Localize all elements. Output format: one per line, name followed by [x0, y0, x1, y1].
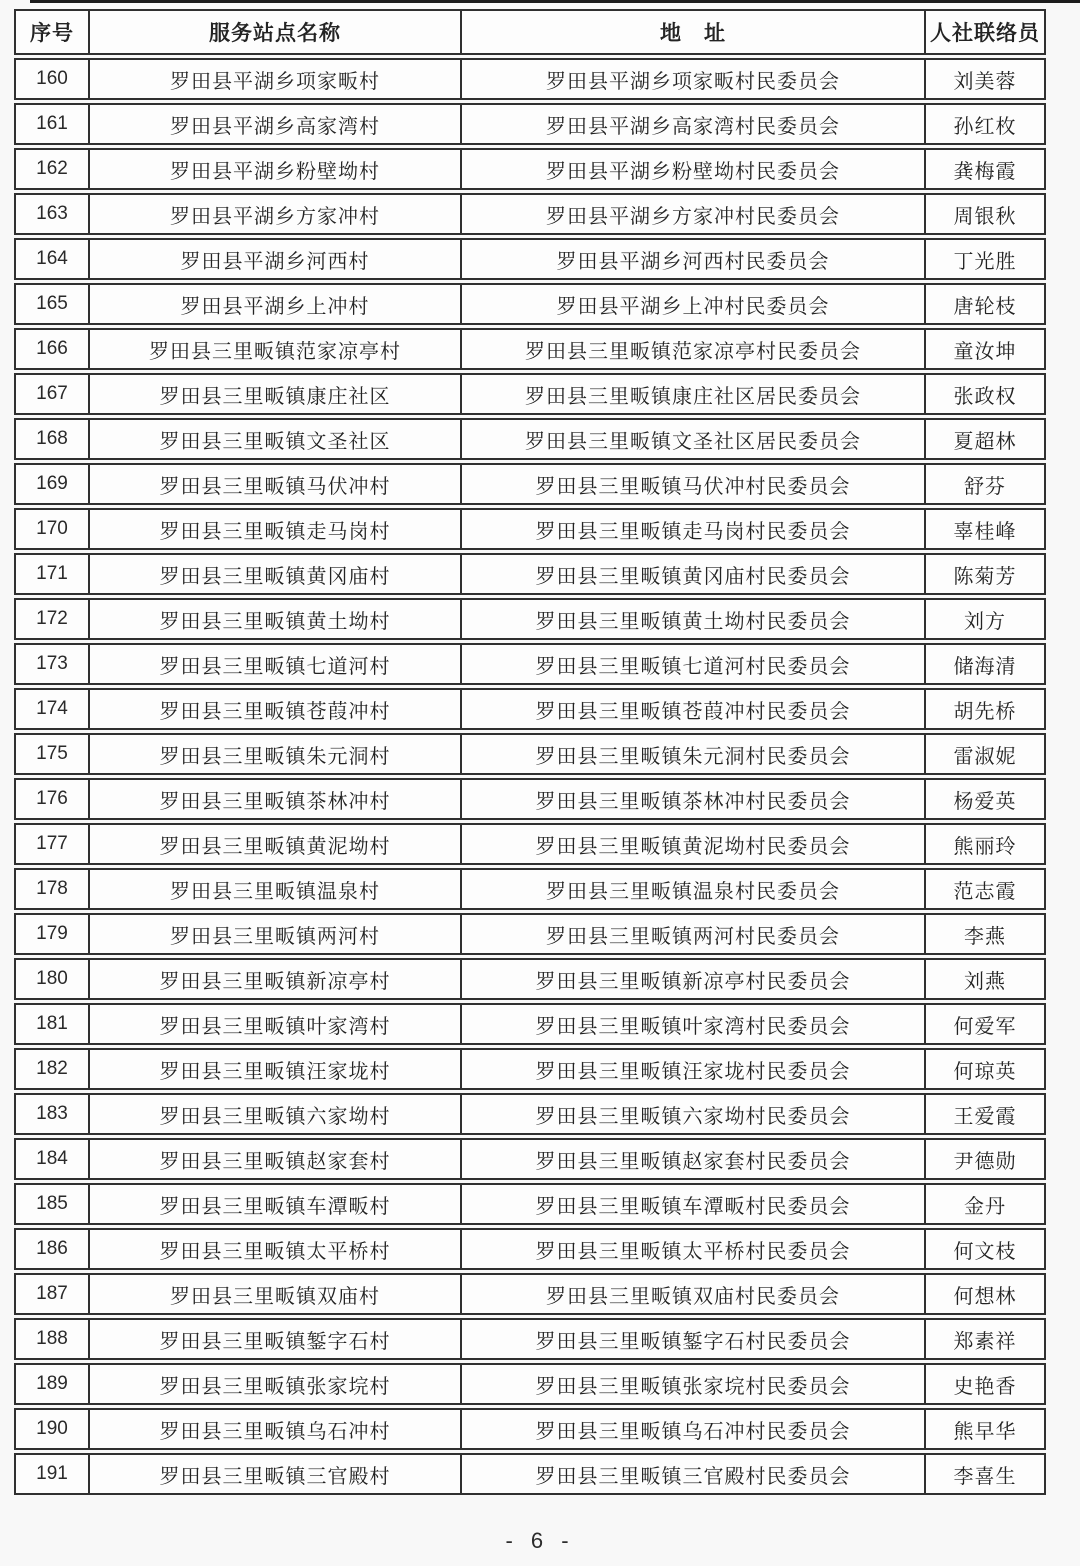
table-row — [14, 868, 1046, 910]
table-row — [14, 958, 1046, 1000]
cell-site-name: 罗田县三里畈镇新凉亭村 — [90, 958, 462, 1000]
cell-address: 罗田县三里畈镇车潭畈村民委员会 — [462, 1183, 926, 1225]
cell-liaison: 范志霞 — [926, 868, 1046, 910]
table-row — [14, 1048, 1046, 1090]
cell-serial-number: 165 — [14, 283, 90, 325]
table-row — [14, 103, 1046, 145]
cell-address: 罗田县三里畈镇苍葭冲村民委员会 — [462, 688, 926, 730]
cell-address: 罗田县三里畈镇文圣社区居民委员会 — [462, 418, 926, 460]
table-row — [14, 1228, 1046, 1270]
cell-liaison: 何文枝 — [926, 1228, 1046, 1270]
table-row — [14, 58, 1046, 100]
cell-liaison: 孙红枚 — [926, 103, 1046, 145]
header-serial-number: 序号 — [14, 9, 90, 55]
cell-serial-number: 187 — [14, 1273, 90, 1315]
table-row — [14, 193, 1046, 235]
table-row — [14, 1453, 1046, 1495]
table-row — [14, 373, 1046, 415]
cell-serial-number: 190 — [14, 1408, 90, 1450]
cell-serial-number: 161 — [14, 103, 90, 145]
cell-serial-number: 177 — [14, 823, 90, 865]
cell-serial-number: 164 — [14, 238, 90, 280]
cell-address: 罗田县平湖乡河西村民委员会 — [462, 238, 926, 280]
cell-site-name: 罗田县三里畈镇黄土坳村 — [90, 598, 462, 640]
cell-address: 罗田县三里畈镇叶家湾村民委员会 — [462, 1003, 926, 1045]
cell-liaison: 龚梅霞 — [926, 148, 1046, 190]
header-site-name: 服务站点名称 — [90, 9, 462, 55]
cell-address: 罗田县三里畈镇七道河村民委员会 — [462, 643, 926, 685]
cell-liaison: 辜桂峰 — [926, 508, 1046, 550]
cell-address: 罗田县三里畈镇乌石冲村民委员会 — [462, 1408, 926, 1450]
cell-serial-number: 162 — [14, 148, 90, 190]
cell-address: 罗田县平湖乡高家湾村民委员会 — [462, 103, 926, 145]
cell-site-name: 罗田县平湖乡河西村 — [90, 238, 462, 280]
cell-address: 罗田县三里畈镇朱元洞村民委员会 — [462, 733, 926, 775]
cell-site-name: 罗田县三里畈镇太平桥村 — [90, 1228, 462, 1270]
table-row — [14, 1183, 1046, 1225]
page-number: - 6 - — [505, 1528, 575, 1553]
table-row — [14, 1093, 1046, 1135]
cell-serial-number: 180 — [14, 958, 90, 1000]
cell-liaison: 唐轮枝 — [926, 283, 1046, 325]
cell-address: 罗田县三里畈镇范家凉亭村民委员会 — [462, 328, 926, 370]
cell-site-name: 罗田县平湖乡上冲村 — [90, 283, 462, 325]
cell-site-name: 罗田县三里畈镇七道河村 — [90, 643, 462, 685]
table-row — [14, 328, 1046, 370]
cell-liaison: 何琼英 — [926, 1048, 1046, 1090]
table-row — [14, 778, 1046, 820]
cell-address: 罗田县三里畈镇黄冈庙村民委员会 — [462, 553, 926, 595]
cell-site-name: 罗田县三里畈镇六家坳村 — [90, 1093, 462, 1135]
cell-site-name: 罗田县三里畈镇苍葭冲村 — [90, 688, 462, 730]
cell-liaison: 舒芬 — [926, 463, 1046, 505]
cell-site-name: 罗田县三里畈镇汪家垅村 — [90, 1048, 462, 1090]
cell-address: 罗田县三里畈镇走马岗村民委员会 — [462, 508, 926, 550]
cell-serial-number: 169 — [14, 463, 90, 505]
table-row — [14, 418, 1046, 460]
header-liaison: 人社联络员 — [926, 9, 1046, 55]
cell-serial-number: 160 — [14, 58, 90, 100]
table-row — [14, 553, 1046, 595]
cell-serial-number: 163 — [14, 193, 90, 235]
cell-serial-number: 168 — [14, 418, 90, 460]
table-row — [14, 913, 1046, 955]
cell-liaison: 何想林 — [926, 1273, 1046, 1315]
cell-site-name: 罗田县三里畈镇乌石冲村 — [90, 1408, 462, 1450]
cell-address: 罗田县三里畈镇黄土坳村民委员会 — [462, 598, 926, 640]
cell-liaison: 张政权 — [926, 373, 1046, 415]
cell-liaison: 胡先桥 — [926, 688, 1046, 730]
service-stations-table — [14, 6, 1046, 1498]
cell-serial-number: 191 — [14, 1453, 90, 1495]
cell-liaison: 储海清 — [926, 643, 1046, 685]
table-row — [14, 643, 1046, 685]
cell-serial-number: 182 — [14, 1048, 90, 1090]
cell-address: 罗田县三里畈镇汪家垅村民委员会 — [462, 1048, 926, 1090]
cell-serial-number: 188 — [14, 1318, 90, 1360]
cell-serial-number: 171 — [14, 553, 90, 595]
cell-serial-number: 186 — [14, 1228, 90, 1270]
cell-address: 罗田县三里畈镇赵家套村民委员会 — [462, 1138, 926, 1180]
table-header-row — [14, 9, 1046, 55]
cell-site-name: 罗田县平湖乡项家畈村 — [90, 58, 462, 100]
cell-serial-number: 170 — [14, 508, 90, 550]
cell-site-name: 罗田县三里畈镇叶家湾村 — [90, 1003, 462, 1045]
cell-serial-number: 185 — [14, 1183, 90, 1225]
cell-liaison: 周银秋 — [926, 193, 1046, 235]
table-row — [14, 688, 1046, 730]
cell-address: 罗田县三里畈镇康庄社区居民委员会 — [462, 373, 926, 415]
table-row — [14, 1318, 1046, 1360]
cell-liaison: 李喜生 — [926, 1453, 1046, 1495]
cell-serial-number: 167 — [14, 373, 90, 415]
cell-serial-number: 179 — [14, 913, 90, 955]
cell-serial-number: 181 — [14, 1003, 90, 1045]
cell-site-name: 罗田县三里畈镇温泉村 — [90, 868, 462, 910]
cell-serial-number: 173 — [14, 643, 90, 685]
table-row — [14, 283, 1046, 325]
cell-serial-number: 166 — [14, 328, 90, 370]
table-row — [14, 238, 1046, 280]
table-row — [14, 1138, 1046, 1180]
cell-liaison: 杨爱英 — [926, 778, 1046, 820]
cell-site-name: 罗田县三里畈镇范家凉亭村 — [90, 328, 462, 370]
cell-address: 罗田县三里畈镇六家坳村民委员会 — [462, 1093, 926, 1135]
cell-liaison: 金丹 — [926, 1183, 1046, 1225]
table-row — [14, 598, 1046, 640]
cell-address: 罗田县三里畈镇双庙村民委员会 — [462, 1273, 926, 1315]
cell-liaison: 郑素祥 — [926, 1318, 1046, 1360]
cell-address: 罗田县三里畈镇黄泥坳村民委员会 — [462, 823, 926, 865]
top-crop-line — [30, 0, 1080, 3]
cell-serial-number: 184 — [14, 1138, 90, 1180]
cell-site-name: 罗田县三里畈镇朱元洞村 — [90, 733, 462, 775]
cell-site-name: 罗田县三里畈镇康庄社区 — [90, 373, 462, 415]
cell-site-name: 罗田县三里畈镇张家垸村 — [90, 1363, 462, 1405]
table-row — [14, 823, 1046, 865]
cell-address: 罗田县三里畈镇两河村民委员会 — [462, 913, 926, 955]
cell-liaison: 刘燕 — [926, 958, 1046, 1000]
table-row — [14, 1363, 1046, 1405]
cell-liaison: 陈菊芳 — [926, 553, 1046, 595]
cell-address: 罗田县三里畈镇马伏冲村民委员会 — [462, 463, 926, 505]
cell-serial-number: 178 — [14, 868, 90, 910]
cell-liaison: 刘美蓉 — [926, 58, 1046, 100]
cell-address: 罗田县三里畈镇茶林冲村民委员会 — [462, 778, 926, 820]
cell-site-name: 罗田县三里畈镇黄冈庙村 — [90, 553, 462, 595]
table-row — [14, 1003, 1046, 1045]
cell-address: 罗田县三里畈镇三官殿村民委员会 — [462, 1453, 926, 1495]
table-row — [14, 508, 1046, 550]
cell-serial-number: 172 — [14, 598, 90, 640]
cell-liaison: 李燕 — [926, 913, 1046, 955]
cell-site-name: 罗田县三里畈镇文圣社区 — [90, 418, 462, 460]
cell-liaison: 何爱军 — [926, 1003, 1046, 1045]
cell-address: 罗田县三里畈镇新凉亭村民委员会 — [462, 958, 926, 1000]
cell-address: 罗田县三里畈镇张家垸村民委员会 — [462, 1363, 926, 1405]
cell-address: 罗田县平湖乡项家畈村民委员会 — [462, 58, 926, 100]
cell-address: 罗田县平湖乡粉壁坳村民委员会 — [462, 148, 926, 190]
cell-address: 罗田县三里畈镇温泉村民委员会 — [462, 868, 926, 910]
cell-serial-number: 189 — [14, 1363, 90, 1405]
cell-site-name: 罗田县三里畈镇走马岗村 — [90, 508, 462, 550]
cell-site-name: 罗田县三里畈镇錾字石村 — [90, 1318, 462, 1360]
cell-site-name: 罗田县三里畈镇马伏冲村 — [90, 463, 462, 505]
cell-site-name: 罗田县平湖乡方家冲村 — [90, 193, 462, 235]
cell-liaison: 尹德勋 — [926, 1138, 1046, 1180]
cell-liaison: 夏超林 — [926, 418, 1046, 460]
cell-site-name: 罗田县三里畈镇车潭畈村 — [90, 1183, 462, 1225]
cell-site-name: 罗田县平湖乡粉壁坳村 — [90, 148, 462, 190]
cell-liaison: 熊丽玲 — [926, 823, 1046, 865]
table-row — [14, 733, 1046, 775]
cell-serial-number: 174 — [14, 688, 90, 730]
cell-liaison: 刘方 — [926, 598, 1046, 640]
cell-liaison: 丁光胜 — [926, 238, 1046, 280]
cell-site-name: 罗田县三里畈镇三官殿村 — [90, 1453, 462, 1495]
table-row — [14, 148, 1046, 190]
cell-site-name: 罗田县三里畈镇赵家套村 — [90, 1138, 462, 1180]
cell-liaison: 王爱霞 — [926, 1093, 1046, 1135]
table-row — [14, 1273, 1046, 1315]
cell-liaison: 史艳香 — [926, 1363, 1046, 1405]
cell-liaison: 童汝坤 — [926, 328, 1046, 370]
table-row — [14, 463, 1046, 505]
cell-serial-number: 183 — [14, 1093, 90, 1135]
cell-site-name: 罗田县三里畈镇茶林冲村 — [90, 778, 462, 820]
cell-liaison: 熊早华 — [926, 1408, 1046, 1450]
table-row — [14, 1408, 1046, 1450]
cell-address: 罗田县平湖乡上冲村民委员会 — [462, 283, 926, 325]
cell-site-name: 罗田县平湖乡高家湾村 — [90, 103, 462, 145]
header-address: 地 址 — [462, 9, 926, 55]
cell-liaison: 雷淑妮 — [926, 733, 1046, 775]
cell-site-name: 罗田县三里畈镇双庙村 — [90, 1273, 462, 1315]
cell-site-name: 罗田县三里畈镇两河村 — [90, 913, 462, 955]
cell-site-name: 罗田县三里畈镇黄泥坳村 — [90, 823, 462, 865]
cell-address: 罗田县三里畈镇錾字石村民委员会 — [462, 1318, 926, 1360]
cell-address: 罗田县平湖乡方家冲村民委员会 — [462, 193, 926, 235]
cell-address: 罗田县三里畈镇太平桥村民委员会 — [462, 1228, 926, 1270]
cell-serial-number: 175 — [14, 733, 90, 775]
cell-serial-number: 176 — [14, 778, 90, 820]
